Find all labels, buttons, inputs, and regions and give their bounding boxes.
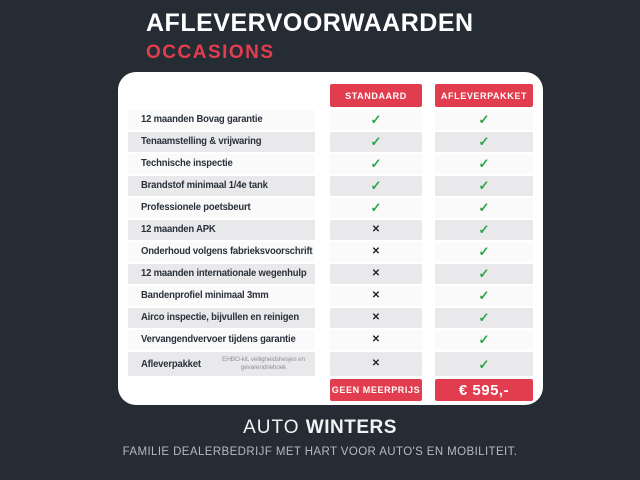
- row-label-cell: [128, 198, 315, 218]
- check-icon: ✓: [478, 332, 490, 348]
- cross-icon: ✕: [371, 333, 381, 345]
- afleverpakket-mark-cell: [435, 198, 533, 218]
- check-icon: ✓: [370, 200, 382, 216]
- row-label: Professionele poetsbeurt: [141, 202, 251, 214]
- standaard-mark-cell: [330, 176, 422, 196]
- row-label: Technische inspectie: [141, 158, 233, 170]
- standaard-mark-cell: [330, 330, 422, 350]
- check-icon: ✓: [370, 156, 382, 172]
- afleverpakket-mark-cell: [435, 132, 533, 152]
- standaard-mark-cell: [330, 286, 422, 306]
- check-icon: ✓: [370, 134, 382, 150]
- check-icon: ✓: [478, 266, 490, 282]
- table-row: [128, 264, 533, 284]
- row-label-cell: [128, 132, 315, 152]
- cross-icon: ✕: [371, 289, 381, 301]
- afleverpakket-mark-cell: [435, 330, 533, 350]
- row-label: 12 maanden APK: [141, 224, 216, 236]
- check-icon: ✓: [478, 156, 490, 172]
- page-title: AFLEVERVOORWAARDEN: [146, 9, 474, 37]
- standaard-mark-cell: [330, 242, 422, 262]
- standaard-mark-cell: [330, 264, 422, 284]
- standaard-mark-cell: [330, 198, 422, 218]
- cross-icon: ✕: [371, 267, 381, 279]
- standaard-mark-cell: [330, 154, 422, 174]
- row-label: 12 maanden internationale wegenhulp: [141, 268, 307, 280]
- brand-name: [0, 417, 640, 439]
- row-label-cell: [128, 330, 315, 350]
- standaard-mark-cell: [330, 352, 422, 376]
- row-label-cell: [128, 220, 315, 240]
- brand-footer: [0, 417, 640, 458]
- row-label-cell: [128, 286, 315, 306]
- column-header-afleverpakket: AFLEVERPAKKET: [435, 84, 533, 107]
- row-label: Brandstof minimaal 1/4e tank: [141, 180, 268, 192]
- row-label-cell: [128, 110, 315, 130]
- table-row: [128, 220, 533, 240]
- check-icon: ✓: [478, 244, 490, 260]
- row-label-cell: [128, 264, 315, 284]
- cross-icon: ✕: [371, 223, 381, 235]
- table-row: [128, 286, 533, 306]
- afleverpakket-mark-cell: [435, 308, 533, 328]
- row-label: 12 maanden Bovag garantie: [141, 114, 263, 126]
- check-icon: ✓: [370, 178, 382, 194]
- check-icon: ✓: [478, 222, 490, 238]
- row-label: Afleverpakket: [141, 358, 201, 370]
- standaard-mark-cell: [330, 220, 422, 240]
- check-icon: ✓: [478, 134, 490, 150]
- cross-icon: ✕: [371, 358, 381, 369]
- row-label: Tenaamstelling & vrijwaring: [141, 136, 262, 148]
- comparison-table-card: [118, 72, 543, 405]
- brand-tagline: FAMILIE DEALERBEDRIJF MET HART VOOR AUTO'S EN MOBILITEIT.: [122, 446, 518, 458]
- check-icon: ✓: [370, 112, 382, 128]
- table-row: [128, 330, 533, 350]
- check-icon: ✓: [478, 310, 490, 326]
- table-row: [128, 154, 533, 174]
- table-header-row: [128, 84, 533, 107]
- afleverpakket-price-badge: € 595,-: [435, 379, 533, 401]
- check-icon: ✓: [478, 178, 490, 194]
- row-label-cell: [128, 242, 315, 262]
- row-label: Onderhoud volgens fabrieksvoorschrift: [141, 246, 313, 258]
- brand-name-regular: AUTO: [243, 417, 306, 438]
- check-icon: ✓: [478, 288, 490, 304]
- table-row: [128, 352, 533, 376]
- standaard-mark-cell: [330, 110, 422, 130]
- row-label: Bandenprofiel minimaal 3mm: [141, 290, 269, 302]
- row-label: Airco inspectie, bijvullen en reinigen: [141, 312, 300, 324]
- standaard-mark-cell: [330, 132, 422, 152]
- table-row: [128, 198, 533, 218]
- row-label-cell: [128, 308, 315, 328]
- column-header-standaard: STANDAARD: [330, 84, 422, 107]
- row-label-cell: [128, 176, 315, 196]
- afleverpakket-mark-cell: [435, 176, 533, 196]
- afleverpakket-mark-cell: [435, 220, 533, 240]
- afleverpakket-mark-cell: [435, 352, 533, 376]
- check-icon: ✓: [478, 112, 490, 128]
- table-row: [128, 110, 533, 130]
- brand-name-bold: WINTERS: [305, 417, 397, 438]
- cross-icon: ✕: [371, 245, 381, 257]
- afleverpakket-mark-cell: [435, 110, 533, 130]
- cross-icon: ✕: [371, 311, 381, 323]
- page-subtitle: OCCASIONS: [146, 41, 275, 63]
- check-icon: ✓: [478, 356, 490, 372]
- page-title-block: [146, 10, 474, 64]
- table-row: [128, 176, 533, 196]
- table-row: [128, 132, 533, 152]
- row-label: Vervangendvervoer tijdens garantie: [141, 334, 296, 346]
- table-row: [128, 242, 533, 262]
- afleverpakket-mark-cell: [435, 242, 533, 262]
- table-row: [128, 308, 533, 328]
- row-note: EHBO-kit, veiligheidshesjes en gevarendriehoek: [222, 356, 305, 371]
- table-body: [128, 110, 533, 376]
- afleverpakket-mark-cell: [435, 286, 533, 306]
- standaard-price-badge: GEEN MEERPRIJS: [330, 379, 422, 401]
- row-label-cell: [128, 154, 315, 174]
- afleverpakket-mark-cell: [435, 264, 533, 284]
- check-icon: ✓: [478, 200, 490, 216]
- row-label-cell: [128, 352, 315, 376]
- table-footer-row: [128, 379, 533, 401]
- standaard-mark-cell: [330, 308, 422, 328]
- afleverpakket-mark-cell: [435, 154, 533, 174]
